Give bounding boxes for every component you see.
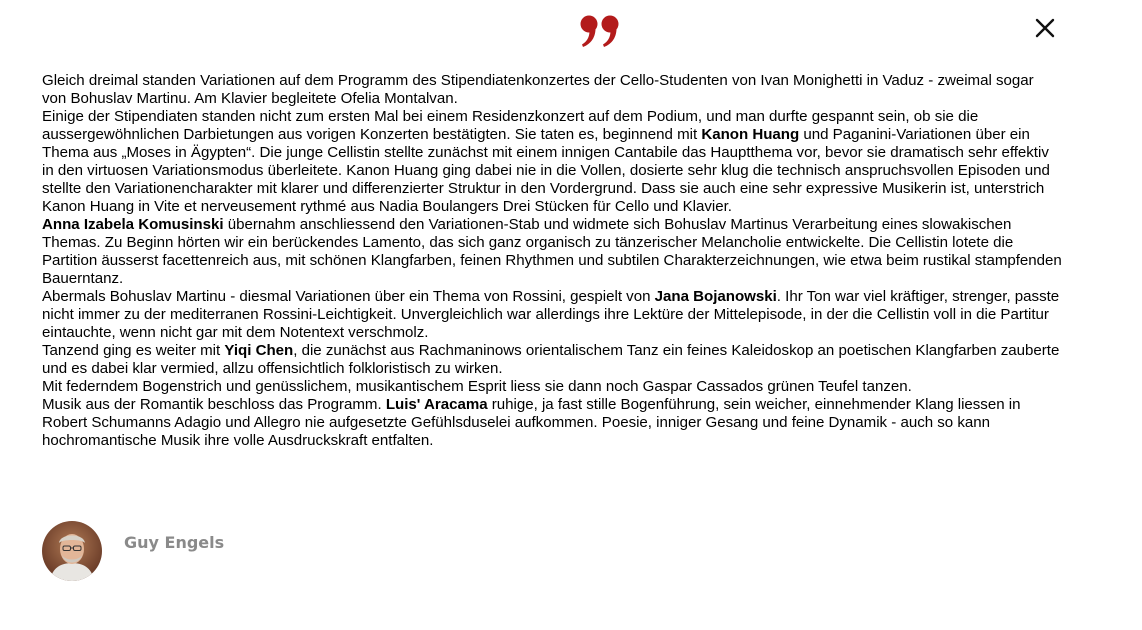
article-body [42, 72, 1062, 450]
author-name: Guy Engels [124, 532, 225, 552]
article-paragraph [42, 378, 1062, 396]
performer-name: Jana Bojanowski [654, 288, 777, 305]
paragraph-text: übernahm anschliessend den Variationen-Stab und widmete sich Bohuslav Martinus Verarbeitung eines slowakischen Themas. Zu Beginn hörten wir ein berückendes Lamento, das sich ganz organisch zu tänzerischer Melancholie entwickelte. Die Cellistin lotete die Partition äusserst facettenreich aus, mit schönen Klangfarben, feinen Rhythmen und subtilen Charakterzeichnungen, wie etwa beim rustikal stampfenden Bauerntanz. [42, 216, 1062, 287]
paragraph-text: Abermals Bohuslav Martinu - diesmal Variationen über ein Thema von Rossini, gespielt von [42, 288, 655, 305]
closing-quote-icon [580, 14, 622, 48]
performer-name: Yiqi Chen [224, 342, 294, 359]
paragraph-text: , die zunächst aus Rachmaninows orientalischem Tanz ein feines Kaleidoskop an poetischen Klangfarben zauberte und es dabei klar vermied, allzu offensichtlich folkloristisch zu wirken. [42, 342, 1060, 377]
paragraph-text: und Paganini-Variationen über ein Thema aus „Moses in Ägypten“. Die junge Cellistin stellte zunächst mit einem innigen Cantabile das Hauptthema vor, bevor sie dramatisch sehr effektiv in den virtuosen Variationsmodus überleitete. Kanon Huang ging dabei nie in die Vollen, dosierte sehr klug die technisch anspruchsvollen Episoden und stellte den Variationencharakter mit klarer und differenzierter Struktur in den Vordergrund. Dass sie auch eine sehr expressive Musikerin ist, unterstrich Kanon Huang in Vite et nerveusement rythmé aus Nadia Boulangers Drei Stücken für Cello und Klavier. [42, 126, 1050, 215]
paragraph-text: . Ihr Ton war viel kräftiger, strenger, passte nicht immer zu der mediterranen Rossini-Leichtigkeit. Unvergleichlich war allerdings ihre Lektüre der Mittelepisode, in der die Cellistin voll in die Partitur eintauchte, wenn nicht gar mit dem Notentext verschmolz. [42, 288, 1060, 341]
article-paragraph [42, 216, 1062, 288]
performer-name: Kanon Huang [701, 126, 800, 143]
paragraph-text: Musik aus der Romantik beschloss das Programm. [42, 396, 386, 413]
paragraph-text: Einige der Stipendiaten standen nicht zum ersten Mal bei einem Residenzkonzert auf dem Podium, und man durfte gespannt sein, ob sie die aussergewöhnlichen Darbietungen aus vorigen Konzerten bestätigten. Sie taten es, beginnend mit [42, 108, 979, 143]
paragraph-text: Tanzend ging es weiter mit [42, 342, 225, 359]
close-icon [1034, 17, 1056, 39]
performer-name: Anna Izabela Komusinski [42, 216, 224, 233]
article-paragraph [42, 342, 1062, 378]
close-button[interactable] [1034, 17, 1056, 39]
author-byline [42, 521, 224, 581]
paragraph-text: Gleich dreimal standen Variationen auf dem Programm des Stipendiatenkonzertes der Cello-Studenten von Ivan Monighetti in Vaduz - zweimal sogar von Bohuslav Martinu. Am Klavier begleitete Ofelia Montalvan. [42, 72, 1034, 107]
paragraph-text: Mit federndem Bogenstrich und genüsslichem, musikantischem Esprit liess sie dann noch Gaspar Cassados grünen Teufel tanzen. [42, 378, 912, 395]
article-paragraph [42, 72, 1062, 108]
article-paragraph [42, 288, 1062, 342]
article-paragraph [42, 108, 1062, 216]
performer-name: Luis' Aracama [385, 396, 488, 413]
article-paragraph [42, 396, 1062, 450]
paragraph-text: ruhige, ja fast stille Bogenführung, sein weicher, einnehmender Klang liessen in Robert Schumanns Adagio und Allegro nie aufgesetzte Gefühlsduselei aufkommen. Poesie, inniger Gesang und feine Dynamik - auch so kann hochromantische Musik ihre volle Ausdruckskraft entfalten. [42, 396, 1021, 449]
author-avatar [42, 521, 102, 581]
